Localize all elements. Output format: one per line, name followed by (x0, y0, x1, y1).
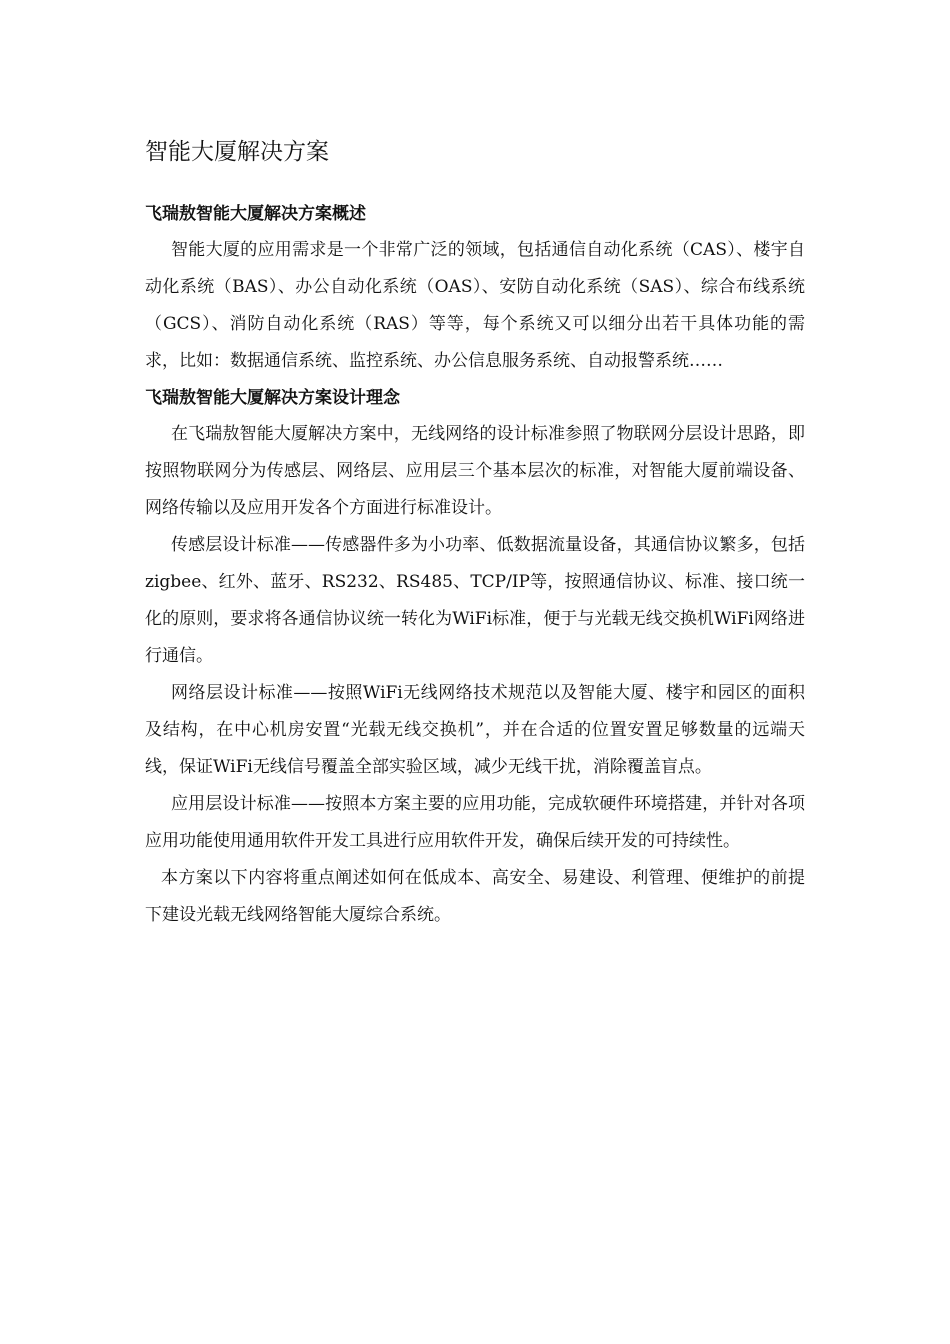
overview-paragraph: 智能大厦的应用需求是一个非常广泛的领域，包括通信自动化系统（CAS）、楼宇自动化系统（BAS）、办公自动化系统（OAS）、安防自动化系统（SAS）、综合布线系统（GCS）、消防自动化系统（RAS）等等，每个系统又可以细分出若干具体功能的需求，比如：数据通信系统、监控系统、办公信息服务系统、自动报警系统…… (145, 240, 805, 371)
network-layer-paragraph: 网络层设计标准——按照WiFi无线网络技术规范以及智能大厦、楼宇和园区的面积及结构，在中心机房安置“光载无线交换机”，并在合适的位置安置足够数量的远端天线，保证WiFi无线信号覆盖全部实验区域，减少无线干扰，消除覆盖盲点。 (145, 683, 805, 777)
summary-paragraph: 本方案以下内容将重点阐述如何在低成本、高安全、易建设、利管理、便维护的前提下建设光载无线网络智能大厦综合系统。 (145, 868, 805, 925)
section-heading-design-concept: 飞瑞敖智能大厦解决方案设计理念 (145, 388, 400, 408)
design-intro-paragraph: 在飞瑞敖智能大厦解决方案中，无线网络的设计标准参照了物联网分层设计思路，即按照物联网分为传感层、网络层、应用层三个基本层次的标准，对智能大厦前端设备、网络传输以及应用开发各个方面进行标准设计。 (145, 424, 805, 518)
document-body (145, 196, 805, 934)
section-heading-overview: 飞瑞敖智能大厦解决方案概述 (145, 204, 366, 224)
application-layer-paragraph: 应用层设计标准——按照本方案主要的应用功能，完成软硬件环境搭建，并针对各项应用功能使用通用软件开发工具进行应用软件开发，确保后续开发的可持续性。 (145, 794, 805, 851)
sensing-layer-paragraph: 传感层设计标准——传感器件多为小功率、低数据流量设备，其通信协议繁多，包括zigbee、红外、蓝牙、RS232、RS485、TCP/IP等，按照通信协议、标准、接口统一化的原则，要求将各通信协议统一转化为WiFi标准，便于与光载无线交换机WiFi网络进行通信。 (145, 535, 805, 666)
document-title: 智能大厦解决方案 (145, 139, 329, 165)
